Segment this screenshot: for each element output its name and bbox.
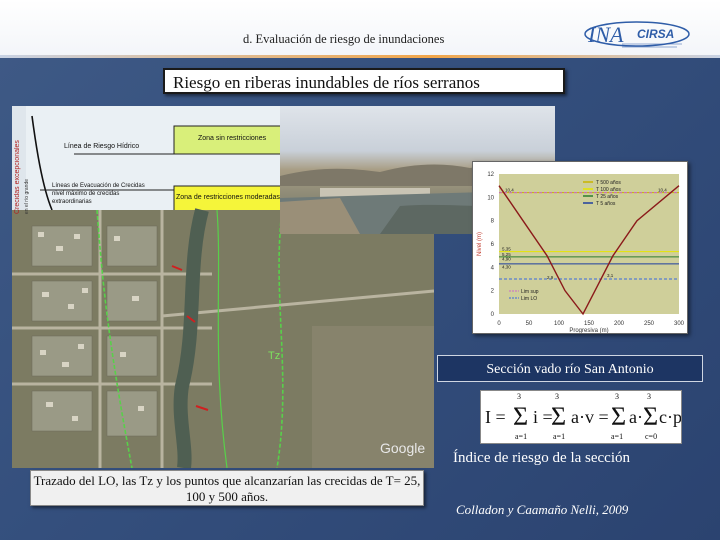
y-tick-label: 2 (490, 288, 494, 295)
y-tick-label: 4 (490, 265, 494, 272)
zone-restricted-label: Zona de restricciones moderadas (176, 194, 280, 201)
svg-text:a=1: a=1 (553, 432, 566, 441)
legend-entry: T 5 años (596, 201, 616, 207)
svg-text:Σ: Σ (611, 402, 627, 431)
svg-text:3: 3 (615, 392, 619, 401)
map-side-label: Crecidas excepcionales (14, 140, 21, 214)
svg-text:I =: I = (485, 407, 506, 427)
annotation-label: 2,9 (547, 275, 554, 281)
evac-label (52, 182, 145, 206)
x-tick-label: 200 (613, 321, 625, 327)
legend-entry: T 25 años (596, 194, 619, 200)
evac-label-line-2: nivel máximo de crecidas (52, 191, 120, 197)
svg-text:a·v =: a·v = (571, 407, 609, 427)
y-tick-label: 0 (490, 312, 494, 318)
legend-entry: T 100 años (596, 187, 621, 193)
index-caption: Índice de riesgo de la sección (453, 450, 631, 466)
chart-svg (473, 162, 687, 333)
evac-label-line-3: extraordinarias (52, 199, 92, 205)
svg-text:Σ: Σ (551, 402, 567, 431)
x-tick-label: 250 (643, 321, 655, 327)
x-tick-label: 300 (673, 321, 685, 327)
google-watermark: Google (380, 440, 426, 456)
header-divider (0, 55, 720, 58)
map-caption: Trazado del LO, las Tz y los puntos que alcanzarían las crecidas de T= 25, 100 y 500 años. (30, 470, 424, 506)
svg-text:a=1: a=1 (611, 432, 624, 441)
main-title: Riesgo en riberas inundables de ríos serranos (163, 68, 565, 94)
tz-label: Tz (268, 350, 281, 362)
y-tick-label: 8 (490, 218, 494, 225)
cirsa-logo (582, 18, 692, 52)
annotation-label: 5,25 (502, 251, 511, 257)
svg-text:a·: a· (629, 407, 643, 427)
svg-text:3: 3 (555, 392, 559, 401)
zone-free-label: Zona sin restricciones (198, 135, 267, 142)
annotation-label: 3,1 (607, 272, 614, 278)
annotation-label: 10,4 (658, 187, 667, 193)
credit: Colladon y Caamaño Nelli, 2009 (456, 502, 629, 517)
y-tick-label: 12 (487, 172, 494, 178)
svg-text:3: 3 (517, 392, 521, 401)
svg-text:a=1: a=1 (515, 432, 528, 441)
annotation-label: 4,90 (502, 256, 511, 262)
svg-text:INA: INA (588, 22, 624, 47)
svg-text:i =: i = (533, 407, 553, 427)
y-tick-label: 10 (487, 195, 494, 202)
section-label: Sección vado río San Antonio (437, 355, 703, 382)
risk-formula (480, 390, 682, 444)
x-tick-label: 150 (583, 321, 595, 327)
svg-text:Σ: Σ (643, 402, 659, 431)
cross-section-chart (472, 161, 688, 334)
annotation-label: 4,30 (502, 264, 511, 270)
section-title: d. Evaluación de riesgo de inundaciones (243, 32, 445, 46)
legend-entry: T 500 años (596, 180, 621, 186)
x-tick-label: 50 (525, 321, 533, 327)
x-axis-label: Progresiva (m) (569, 328, 609, 333)
y-tick-label: 6 (490, 242, 494, 248)
svg-text:3: 3 (647, 392, 651, 401)
legend-entry: Lim LO (521, 296, 538, 302)
svg-text:Σ: Σ (513, 402, 529, 431)
annotation-label: 10,4 (505, 187, 514, 193)
x-tick-label: 100 (553, 321, 565, 327)
annotation-label: 5,35 (502, 246, 511, 252)
svg-text:c=0: c=0 (645, 432, 658, 441)
legend-entry: Lim sup (521, 289, 539, 295)
evac-label-line-1: Líneas de Evacuación de Crecidas (52, 183, 145, 189)
risk-line-label: Línea de Riesgo Hídrico (64, 143, 140, 150)
x-tick-label: 0 (497, 321, 501, 327)
svg-text:c·p: c·p (659, 407, 681, 427)
logo-text: CIRSA (637, 27, 675, 41)
y-axis-label: Nivel (m) (477, 232, 483, 256)
map-side-label-2: en el río grande (24, 178, 30, 214)
